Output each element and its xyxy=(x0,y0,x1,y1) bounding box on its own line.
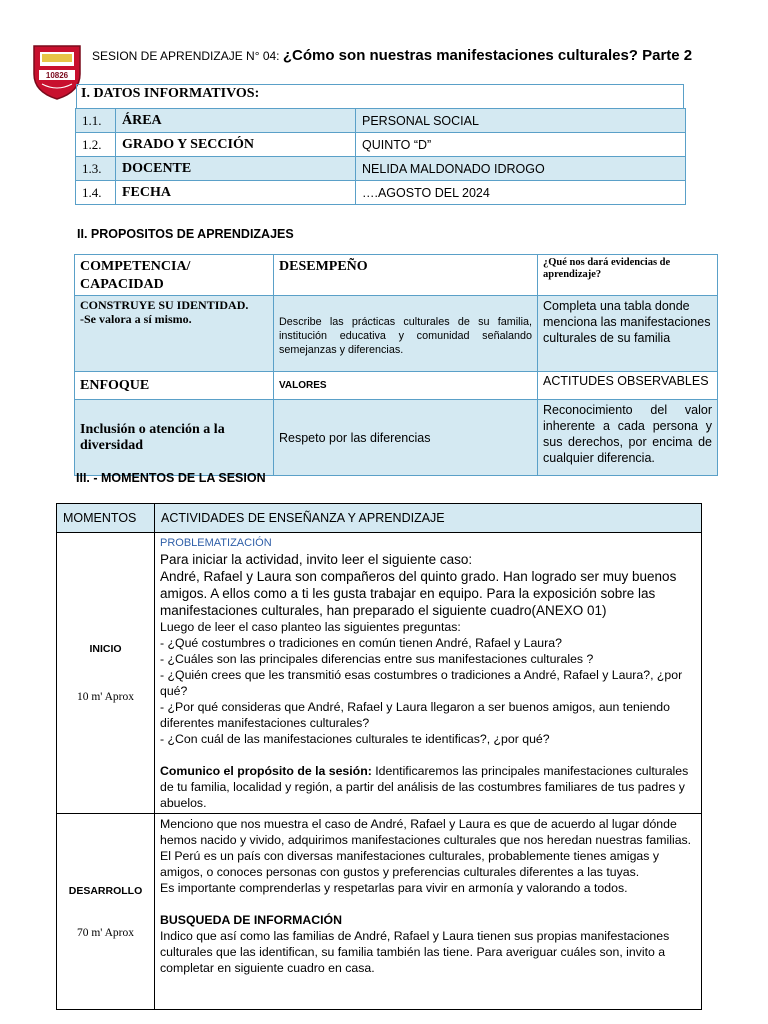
col-competencia: COMPETENCIA/ CAPACIDAD xyxy=(75,255,274,296)
actitud-cell: Reconocimiento del valor inherente a cada persona y sus derechos, por encima de cualquier diferencia. xyxy=(538,400,718,476)
school-logo xyxy=(32,44,82,100)
page-title xyxy=(92,47,692,64)
logo-number: 10826 xyxy=(45,71,69,80)
questions-intro: Luego de leer el caso planteo las siguientes preguntas: xyxy=(160,620,461,634)
propositos-table xyxy=(74,254,718,476)
row-label: GRADO Y SECCIÓN xyxy=(116,133,356,157)
section-1-heading: I. DATOS INFORMATIVOS: xyxy=(76,84,684,108)
col-desempeno: DESEMPEÑO xyxy=(274,255,538,296)
momentos-table xyxy=(56,503,702,1010)
enfoque-label: ENFOQUE xyxy=(75,372,274,400)
question-3: - ¿Quién crees que les transmitió esas costumbres o tradiciones a André, Rafael y Laura?, ¿por qué? xyxy=(160,668,683,698)
row-value: QUINTO “D” xyxy=(356,133,686,157)
purpose-paragraph xyxy=(160,763,696,811)
momento-desarrollo xyxy=(57,814,155,1010)
row-value: NELIDA MALDONADO IDROGO xyxy=(356,157,686,181)
question-1: - ¿Qué costumbres o tradiciones en común tienen André, Rafael y Laura? xyxy=(160,636,562,650)
desarrollo-activities xyxy=(155,814,702,1010)
row-value: PERSONAL SOCIAL xyxy=(356,109,686,133)
session-title: ¿Cómo son nuestras manifestaciones culturales? Parte 2 xyxy=(282,47,693,64)
section-2-heading: II. PROPOSITOS DE APRENDIZAJES xyxy=(77,227,294,241)
competencia-cell xyxy=(75,296,274,372)
datos-informativos-table xyxy=(75,108,686,205)
desarrollo-paragraph-2: Es importante comprenderlas y respetarlas para vivir en armonía y valorando a todos. xyxy=(160,881,628,895)
table-row xyxy=(76,133,686,157)
capacidad-text: -Se valora a sí mismo. xyxy=(80,312,192,326)
col-momentos: MOMENTOS xyxy=(57,504,155,533)
table-row xyxy=(76,157,686,181)
busqueda-label: BUSQUEDA DE INFORMACIÓN xyxy=(160,913,342,927)
case-text: André, Rafael y Laura son compañeros del quinto grado. Han logrado ser muy buenos amigos. A ellos como a ti les gusta trabajar en equipo. Para la exposición sobre las manifestaciones culturales, han preparado el siguiente cuadro(ANEXO 01) xyxy=(160,569,677,618)
row-number: 1.2. xyxy=(76,133,116,157)
competencia-text: CONSTRUYE SU IDENTIDAD. xyxy=(80,298,249,312)
section-3-heading: III. - MOMENTOS DE LA SESION xyxy=(76,471,266,485)
purpose-text: Identificaremos las principales manifestaciones culturales de tu familia, localidad y región, a partir del análisis de las costumbres familiares de tus padres y abuelos. xyxy=(160,764,689,810)
table-header-row xyxy=(57,504,702,533)
valor-cell: Respeto por las diferencias xyxy=(274,400,538,476)
evidencia-cell: Completa una tabla donde menciona las manifestaciones culturales de su familia xyxy=(538,296,718,372)
row-number: 1.1. xyxy=(76,109,116,133)
row-label: ÁREA xyxy=(116,109,356,133)
session-label: SESION DE APRENDIZAJE N° 04: xyxy=(92,49,283,63)
valores-label: VALORES xyxy=(274,372,538,400)
desarrollo-label: DESARROLLO xyxy=(68,884,143,897)
desarrollo-time: 70 m' Aprox xyxy=(76,926,135,939)
intro-text: Para iniciar la actividad, invito leer el siguiente caso: xyxy=(160,552,473,567)
purpose-label: Comunico el propósito de la sesión: xyxy=(160,764,372,778)
desarrollo-paragraph-1: Menciono que nos muestra el caso de André, Rafael y Laura es que de acuerdo al lugar dónde hemos nacido y vivido, adquirimos manifestaciones culturales que nos heredan nuestras familias. El Perú es un país con diversas manifestaciones culturales, probablemente tienes amigas y amigos, o conoces personas con gustos y preferencias culturales diferentes a las tuyas. xyxy=(160,817,692,879)
row-label: FECHA xyxy=(116,181,356,205)
inicio-label: INICIO xyxy=(89,643,122,655)
question-4: - ¿Por qué consideras que André, Rafael y Laura llegaron a ser buenos amigos, aun teniendo diferentes manifestaciones culturales? xyxy=(160,700,670,730)
row-value: ….AGOSTO DEL 2024 xyxy=(356,181,686,205)
inicio-activities xyxy=(155,533,702,814)
row-label: DOCENTE xyxy=(116,157,356,181)
enfoque-cell: Inclusión o atención a la diversidad xyxy=(75,400,274,476)
table-row xyxy=(76,109,686,133)
question-2: - ¿Cuáles son las principales diferencias entre sus manifestaciones culturales ? xyxy=(160,652,594,666)
table-row xyxy=(75,372,718,400)
table-header-row xyxy=(75,255,718,296)
row-number: 1.3. xyxy=(76,157,116,181)
col-actividades: ACTIVIDADES DE ENSEÑANZA Y APRENDIZAJE xyxy=(155,504,702,533)
table-row-desarrollo xyxy=(57,814,702,1010)
col-evidencia: ¿Qué nos dará evidencias de aprendizaje? xyxy=(538,255,718,296)
table-row-inicio xyxy=(57,533,702,814)
question-5: - ¿Con cuál de las manifestaciones culturales te identificas?, ¿por qué? xyxy=(160,732,550,746)
table-row xyxy=(75,400,718,476)
table-row xyxy=(75,296,718,372)
desarrollo-paragraph-3: Indico que así como las familias de André, Rafael y Laura tienen sus propias manifestaciones culturales que las identifican, su familia también las tiene. Para averiguar cuáles son, invito a completar en siguiente cuadro en casa. xyxy=(160,929,670,975)
row-number: 1.4. xyxy=(76,181,116,205)
table-row xyxy=(76,181,686,205)
inicio-time: 10 m' Aprox xyxy=(76,691,135,703)
momento-inicio xyxy=(57,533,155,814)
desempeno-cell: Describe las prácticas culturales de su familia, institución educativa y comunidad señalando semejanzas y diferencias. xyxy=(274,296,538,372)
actitudes-label: ACTITUDES OBSERVABLES xyxy=(538,372,718,400)
problematizacion-label: PROBLEMATIZACIÓN xyxy=(160,537,272,549)
